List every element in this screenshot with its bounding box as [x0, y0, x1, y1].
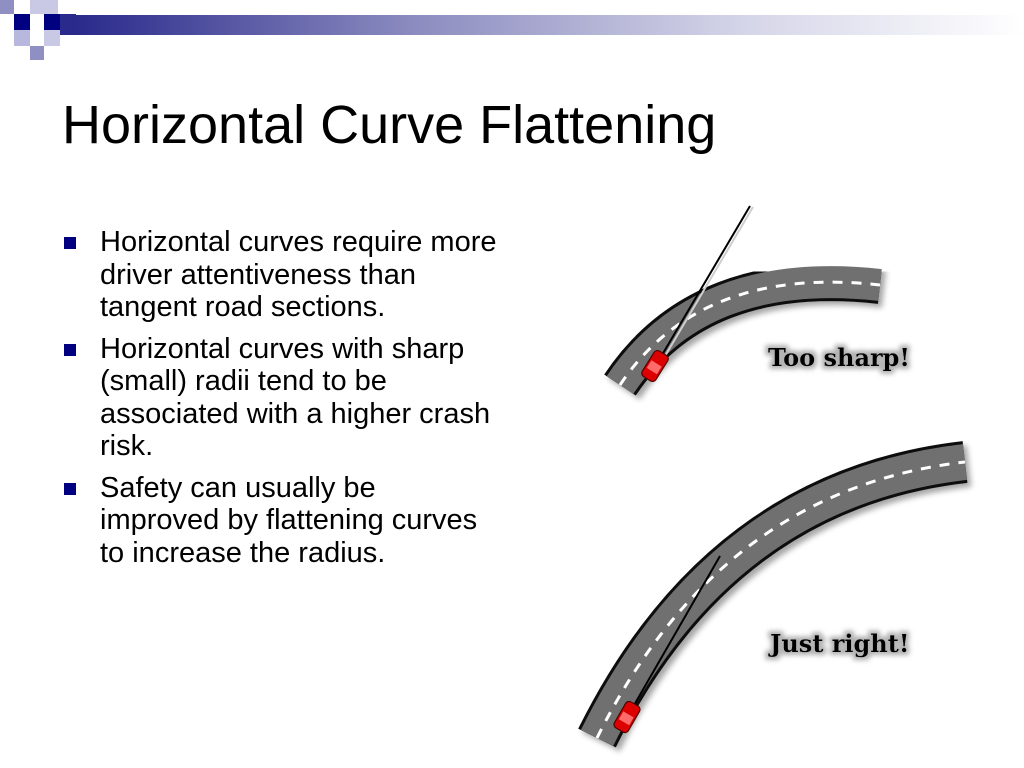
square-bullet-icon	[64, 344, 76, 356]
flattened-curve-road	[597, 462, 965, 738]
label-just-right: Just right!	[770, 629, 910, 658]
header-decoration	[0, 0, 1024, 62]
curve-illustration	[560, 200, 1024, 768]
square-bullet-icon	[64, 237, 76, 249]
square-bullet-icon	[64, 483, 76, 495]
list-item	[62, 472, 502, 570]
page-title: Horizontal Curve Flattening	[62, 95, 717, 155]
label-too-sharp: Too sharp!	[768, 343, 910, 372]
bullet-text: Horizontal curves with sharp (small) radii tend to be associated with a higher crash risk.	[100, 332, 491, 462]
list-item	[62, 333, 502, 463]
bullet-list	[62, 226, 502, 578]
bullet-text: Horizontal curves require more driver attentiveness than tangent road sections.	[100, 226, 497, 323]
list-item	[62, 226, 502, 324]
bullet-text: Safety can usually be improved by flattening curves to increase the radius.	[100, 471, 478, 569]
